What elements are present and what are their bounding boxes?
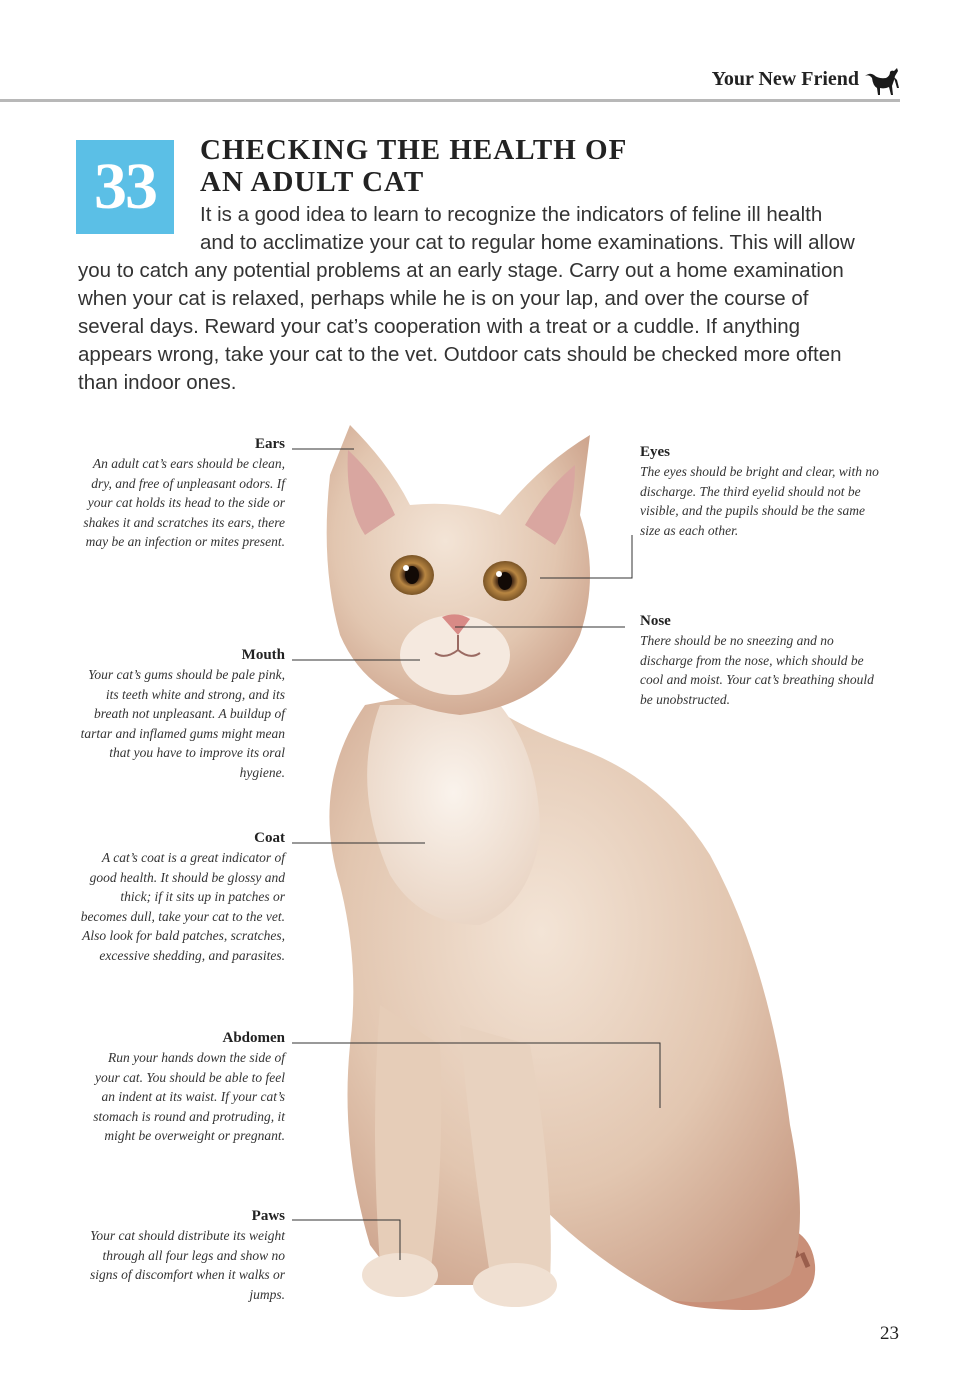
callout-abdomen bbox=[80, 1028, 285, 1146]
callout-mouth-text: Your cat’s gums should be pale pink, its teeth white and strong, and its breath not unpleasant. A buildup of tartar and inflamed gums might mean that you have to improve its oral hygiene. bbox=[80, 667, 285, 780]
callout-mouth bbox=[80, 645, 285, 783]
callout-eyes bbox=[640, 442, 880, 540]
callout-eyes-text: The eyes should be bright and clear, with no discharge. The third eyelid should not be visible, and the pupils should be the same size as each other. bbox=[640, 464, 879, 538]
callout-ears bbox=[80, 434, 285, 552]
callout-nose-text: There should be no sneezing and no discharge from the nose, which should be cool and moist. Your cat’s breathing should be unobstructed. bbox=[640, 633, 874, 707]
section-title-line-2: AN ADULT CAT bbox=[200, 166, 425, 198]
callout-nose bbox=[640, 611, 880, 709]
callout-abdomen-text: Run your hands down the side of your cat. You should be able to feel an indent at its waist. If your cat’s stomach is round and protruding, it might be overweight or pregnant. bbox=[93, 1050, 285, 1144]
running-header: Your New Friend bbox=[711, 68, 859, 90]
page-number: 23 bbox=[880, 1323, 899, 1344]
callout-paws bbox=[80, 1206, 285, 1304]
callout-nose-heading: Nose bbox=[640, 613, 671, 629]
callout-eyes-heading: Eyes bbox=[640, 444, 670, 460]
callout-coat-heading: Coat bbox=[254, 830, 285, 846]
section-title-line-1: CHECKING THE HEALTH OF bbox=[200, 134, 628, 166]
intro-text: It is a good idea to learn to recognize the indicators of feline ill health and to acclimatize your cat to regular home examinations. This will allow you to catch any potential problems at an early stage. Carry out a home examination when your cat is relaxed, perhaps while he is on your lap, and over the course of several days. Reward your cat’s cooperation with a treat or a cuddle. If anything appears wrong, take your cat to the vet. Outdoor cats should be checked more often than indoor ones. bbox=[78, 203, 855, 394]
callout-paws-heading: Paws bbox=[251, 1208, 285, 1224]
callout-paws-text: Your cat should distribute its weight through all four legs and show no signs of discomfort when it walks or jumps. bbox=[89, 1228, 285, 1302]
callout-abdomen-heading: Abdomen bbox=[222, 1030, 285, 1046]
callout-mouth-heading: Mouth bbox=[241, 647, 285, 663]
callout-coat-text: A cat’s coat is a great indicator of good health. It should be glossy and thick; if it sits up in patches or becomes dull, take your cat to the vet. Also look for bald patches, scratches, excessive shedding, and parasites. bbox=[80, 850, 285, 963]
callout-ears-heading: Ears bbox=[255, 436, 285, 452]
callout-coat bbox=[80, 828, 285, 966]
callout-ears-text: An adult cat’s ears should be clean, dry, and free of unpleasant odors. If your cat holds its head to the side or shakes it and scratches its ears, there may be an infection or mites present. bbox=[83, 456, 285, 550]
section-number-badge: 33 bbox=[76, 140, 174, 234]
